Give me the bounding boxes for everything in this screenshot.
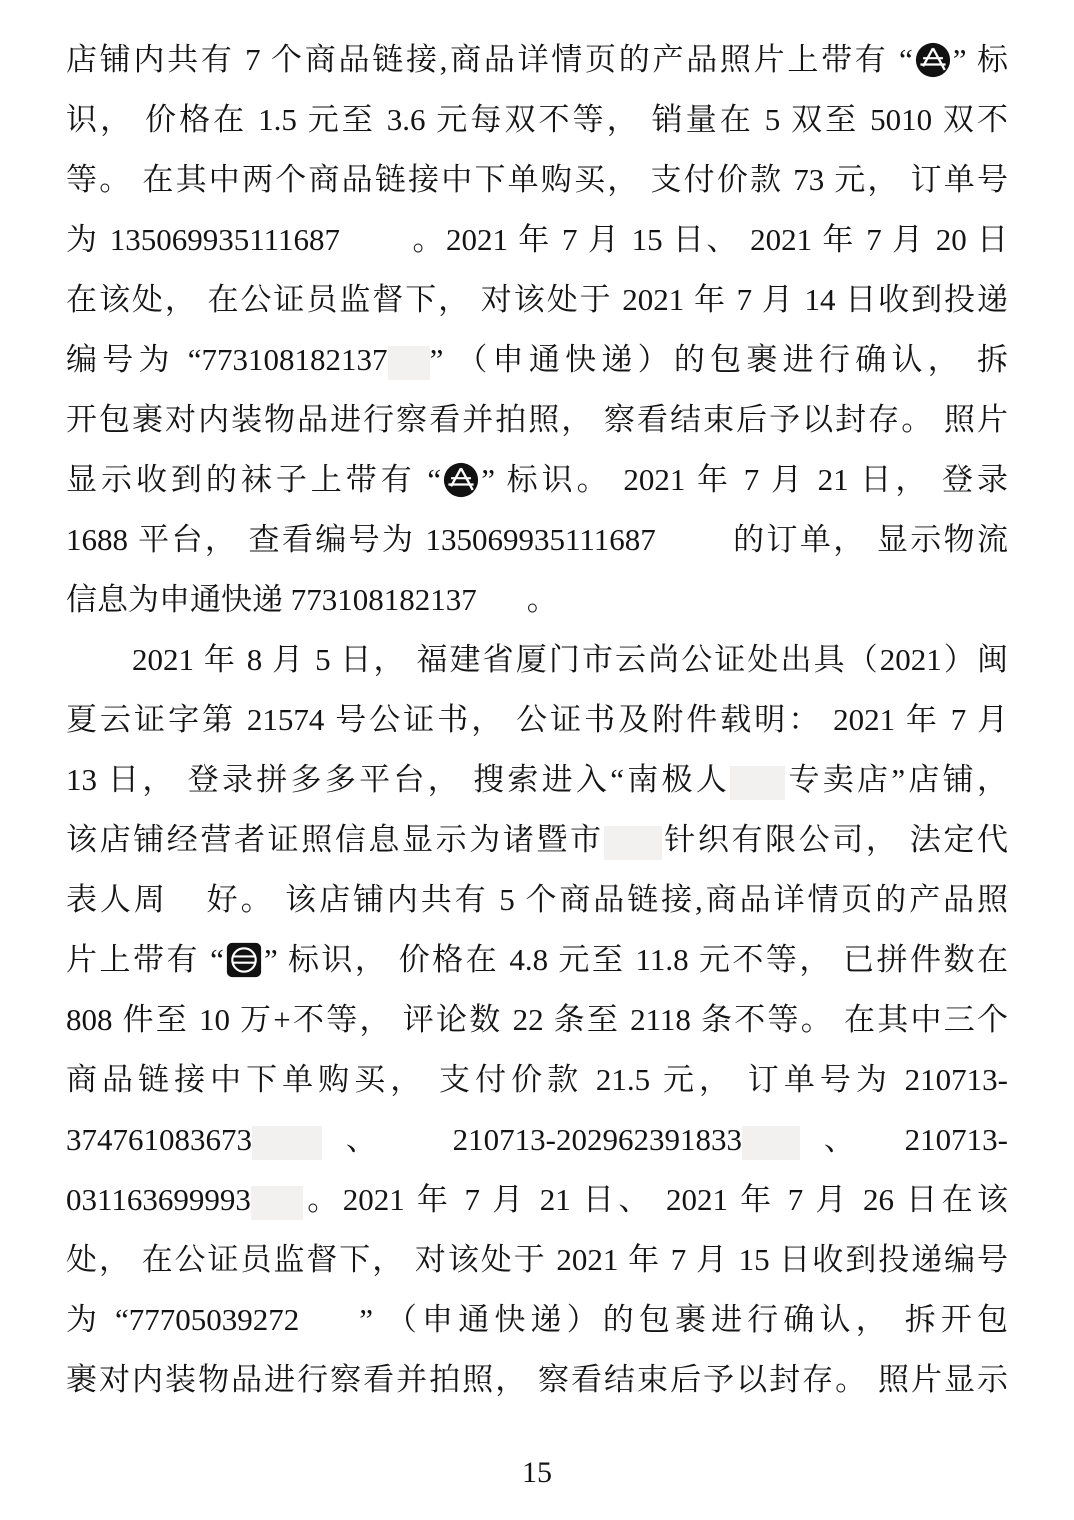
text-run: 为 135069935111687: [66, 222, 340, 257]
redacted-gap: [168, 886, 204, 920]
redacted-gap: [604, 826, 662, 860]
redacted-gap: [251, 1186, 303, 1220]
text-run: 针织有限公司， 法定代: [661, 822, 1008, 857]
text-run: 。2021 年 7 月 15 日、 2021 年 7 月 20 日: [409, 222, 1008, 257]
text-line: [66, 810, 1008, 870]
redacted-gap: [340, 226, 410, 260]
text-run: 1688 平台， 查看编号为 135069935111687: [66, 522, 656, 557]
redacted-gap: [388, 346, 430, 380]
text-run: 店铺内共有 7 个商品链接,商品详情页的产品照片上带有 “: [66, 42, 913, 77]
text-run: ” （申通快递）的包裹进行确认， 拆: [429, 342, 1008, 377]
text-run: 。: [526, 582, 558, 617]
redacted-gap: [730, 766, 785, 800]
nanjiren-circle-logo-icon: [443, 462, 479, 498]
text-run: ” （申通快递）的包裹进行确认， 拆开包: [359, 1302, 1008, 1337]
text-run: 商品链接中下单购买， 支付价款 21.5 元， 订单号为 210713-: [66, 1062, 1008, 1097]
text-line: [66, 270, 1008, 330]
text-run: 、: [322, 1122, 401, 1157]
page-number: 15: [522, 1456, 552, 1489]
redacted-gap: [477, 586, 527, 620]
document-body: [66, 30, 1008, 1410]
text-line: [66, 630, 1008, 690]
text-line: [66, 750, 1008, 810]
text-line: [66, 90, 1008, 150]
text-line: [66, 30, 1008, 90]
text-line: [66, 1170, 1008, 1230]
text-line: [66, 870, 1008, 930]
text-line: [66, 510, 1008, 570]
text-line: [66, 450, 1008, 510]
text-line: [66, 570, 1008, 630]
text-run: 210713-: [904, 1122, 1008, 1157]
text-line: [66, 690, 1008, 750]
text-run: 、: [800, 1122, 879, 1157]
text-line: [66, 1110, 1008, 1170]
text-run: 识， 价格在 1.5 元至 3.6 元每双不等， 销量在 5 双至 5010 双不: [66, 102, 1008, 137]
text-run: ” 标: [952, 42, 1008, 77]
text-line: [66, 1050, 1008, 1110]
text-run: 210713-202962391833: [452, 1122, 742, 1157]
redacted-gap: [252, 1126, 322, 1160]
text-run: 374761083673: [66, 1122, 252, 1157]
text-line: [66, 390, 1008, 450]
text-run: 808 件至 10 万+不等， 评论数 22 条至 2118 条不等。 在其中三个: [66, 1002, 1008, 1037]
text-run: 开包裹对内装物品进行察看并拍照， 察看结束后予以封存。 照片: [66, 402, 1008, 437]
text-run: 该店铺经营者证照信息显示为诸暨市: [66, 822, 604, 857]
text-run: 片上带有 “: [66, 942, 224, 977]
text-run: 等。 在其中两个商品链接中下单购买， 支付价款 73 元， 订单号: [66, 162, 1008, 197]
text-run: 处， 在公证员监督下， 对该处于 2021 年 7 月 15 日收到投递编号: [66, 1242, 1008, 1277]
text-run: 。2021 年 7 月 21 日、 2021 年 7 月 26 日在该: [302, 1182, 1008, 1217]
text-run: 显示收到的袜子上带有 “: [66, 462, 442, 497]
text-line: [66, 1350, 1008, 1410]
text-run: 表人周: [66, 882, 168, 917]
redacted-gap: [742, 1126, 800, 1160]
text-line: [66, 1290, 1008, 1350]
redacted-gap: [879, 1126, 905, 1160]
text-run: 的订单， 显示物流: [730, 522, 1008, 557]
text-line: [66, 990, 1008, 1050]
nanjiren-square-logo-icon: [226, 942, 262, 978]
text-line: [66, 930, 1008, 990]
redacted-gap: [401, 1126, 453, 1160]
text-run: 在该处， 在公证员监督下， 对该处于 2021 年 7 月 14 日收到投递: [66, 282, 1008, 317]
text-line: [66, 210, 1008, 270]
nanjiren-circle-logo-icon: [915, 42, 951, 78]
text-run: 为 “77705039272: [66, 1302, 300, 1337]
text-run: 031163699993: [66, 1182, 251, 1217]
text-run: 专卖店”店铺，: [785, 762, 1008, 797]
text-run: 13 日， 登录拼多多平台， 搜索进入“南极人: [66, 762, 731, 797]
text-line: [66, 150, 1008, 210]
redacted-gap: [299, 1306, 359, 1340]
text-run: 编号为 “773108182137: [66, 342, 388, 377]
text-run: 好。 该店铺内共有 5 个商品链接,商品详情页的产品照: [203, 882, 1008, 917]
text-run: 2021 年 8 月 5 日， 福建省厦门市云尚公证处出具（2021）闽: [132, 642, 1008, 677]
text-run: 信息为申通快递 773108182137: [66, 582, 477, 617]
redacted-gap: [656, 526, 731, 560]
text-run: ” 标识。 2021 年 7 月 21 日， 登录: [481, 462, 1008, 497]
text-line: [66, 330, 1008, 390]
text-line: [66, 1230, 1008, 1290]
text-run: 夏云证字第 21574 号公证书， 公证书及附件载明： 2021 年 7 月: [66, 702, 1008, 737]
text-run: 裹对内装物品进行察看并拍照， 察看结束后予以封存。 照片显示: [66, 1362, 1008, 1397]
text-run: ” 标识， 价格在 4.8 元至 11.8 元不等， 已拼件数在: [263, 942, 1008, 977]
